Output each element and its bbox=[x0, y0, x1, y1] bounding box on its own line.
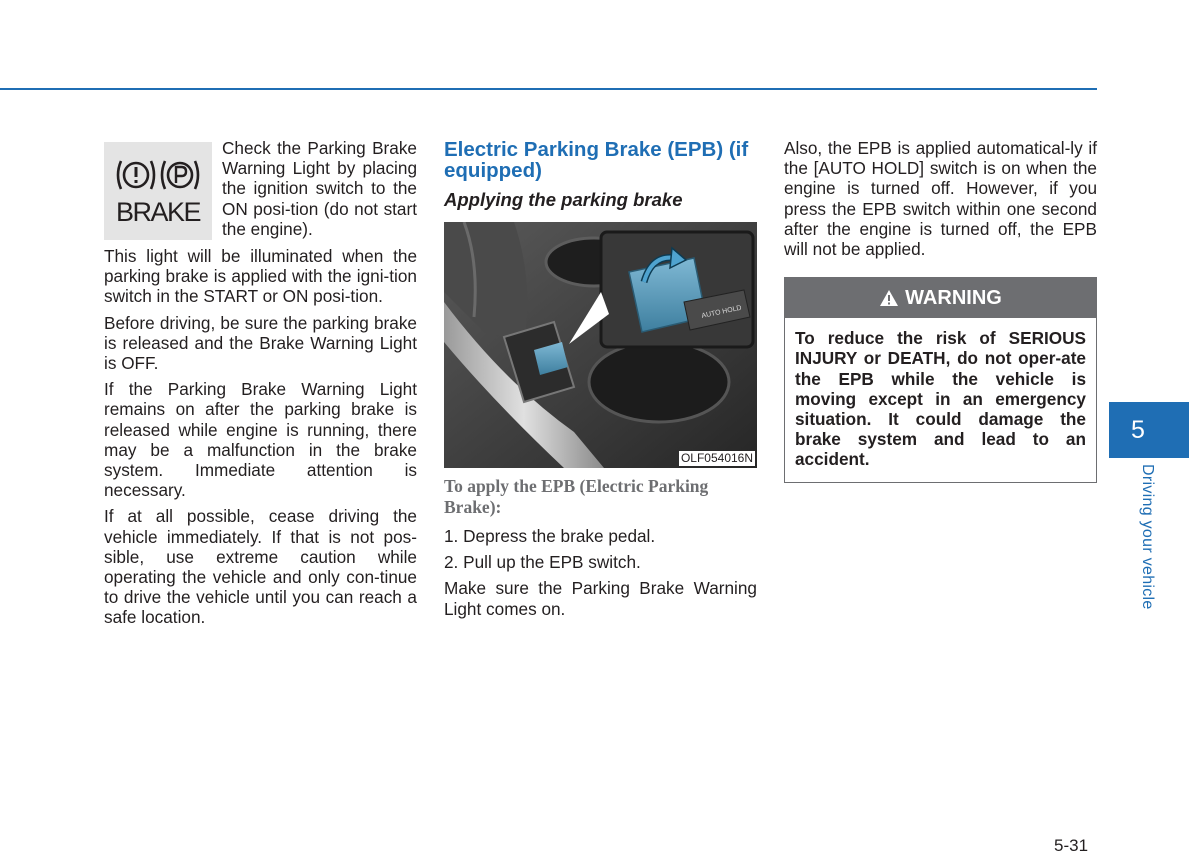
chapter-title: Driving your vehicle bbox=[1139, 464, 1156, 610]
column-left bbox=[104, 138, 417, 634]
auto-hold-label: AUTO HOLD bbox=[700, 304, 743, 320]
section-heading: Electric Parking Brake (EPB) (if equipped) bbox=[444, 138, 749, 182]
brake-symbol-icon bbox=[113, 155, 203, 195]
epb-switch-photo bbox=[444, 222, 757, 468]
body-paragraph: Before driving, be sure the parking brake is released and the Brake Warning Light is OFF. bbox=[104, 312, 417, 374]
header-rule bbox=[0, 88, 1097, 90]
body-paragraph: If at all possible, cease driving the vehicle immediately. If that is not pos-sible, use extreme caution while operating the vehicle and only con-tinue to drive the vehicle until you can reach a safe location. bbox=[104, 506, 417, 628]
warning-title: WARNING bbox=[905, 287, 1002, 310]
brake-icon-label: BRAKE bbox=[115, 197, 201, 227]
photo-reference-code: OLF054016N bbox=[680, 451, 753, 465]
warning-box bbox=[784, 277, 1097, 482]
body-paragraph: This light will be illuminated when the parking brake is applied with the igni-tion switch in the START or ON posi-tion. bbox=[104, 246, 417, 307]
body-paragraph: If the Parking Brake Warning Light remains on after the parking brake is released while engine is running, there may be a malfunction in the brake system. Immediate attention is necessary. bbox=[104, 379, 417, 501]
figure-caption: To apply the EPB (Electric Parking Brake): bbox=[444, 476, 709, 517]
epb-switch-illustration bbox=[444, 222, 757, 468]
warning-header bbox=[785, 278, 1096, 318]
brake-warning-light-icon bbox=[104, 142, 212, 240]
body-paragraph: Make sure the Parking Brake Warning Light comes on. bbox=[444, 578, 757, 619]
chapter-number: 5 bbox=[1131, 415, 1145, 444]
step-item: 2. Pull up the EPB switch. bbox=[444, 552, 641, 573]
warning-text: To reduce the risk of SERIOUS INJURY or DEATH, do not oper-ate the EPB while the vehicle is moving except in an emergency situation. It could damage the brake system and lead to an accident. bbox=[795, 328, 1086, 470]
warning-triangle-icon bbox=[879, 289, 899, 307]
column-right bbox=[784, 138, 1097, 483]
brake-light-check-text: Check the Parking Brake Warning Light by placing the ignition switch to the ON posi-tion (do not start the engine). bbox=[222, 138, 417, 239]
chapter-tab bbox=[1109, 402, 1189, 458]
page-number: 5-31 bbox=[1054, 836, 1089, 855]
subsection-heading: Applying the parking brake bbox=[444, 189, 683, 210]
step-item: 1. Depress the brake pedal. bbox=[444, 526, 656, 546]
brake-warning-block bbox=[104, 138, 417, 242]
body-paragraph: Also, the EPB is applied automatical-ly if the [AUTO HOLD] switch is on when the engine is turned off. However, if you press the EPB switch within one second after the engine is turned off, the EPB will not be applied. bbox=[784, 138, 1097, 260]
column-middle bbox=[444, 138, 757, 625]
